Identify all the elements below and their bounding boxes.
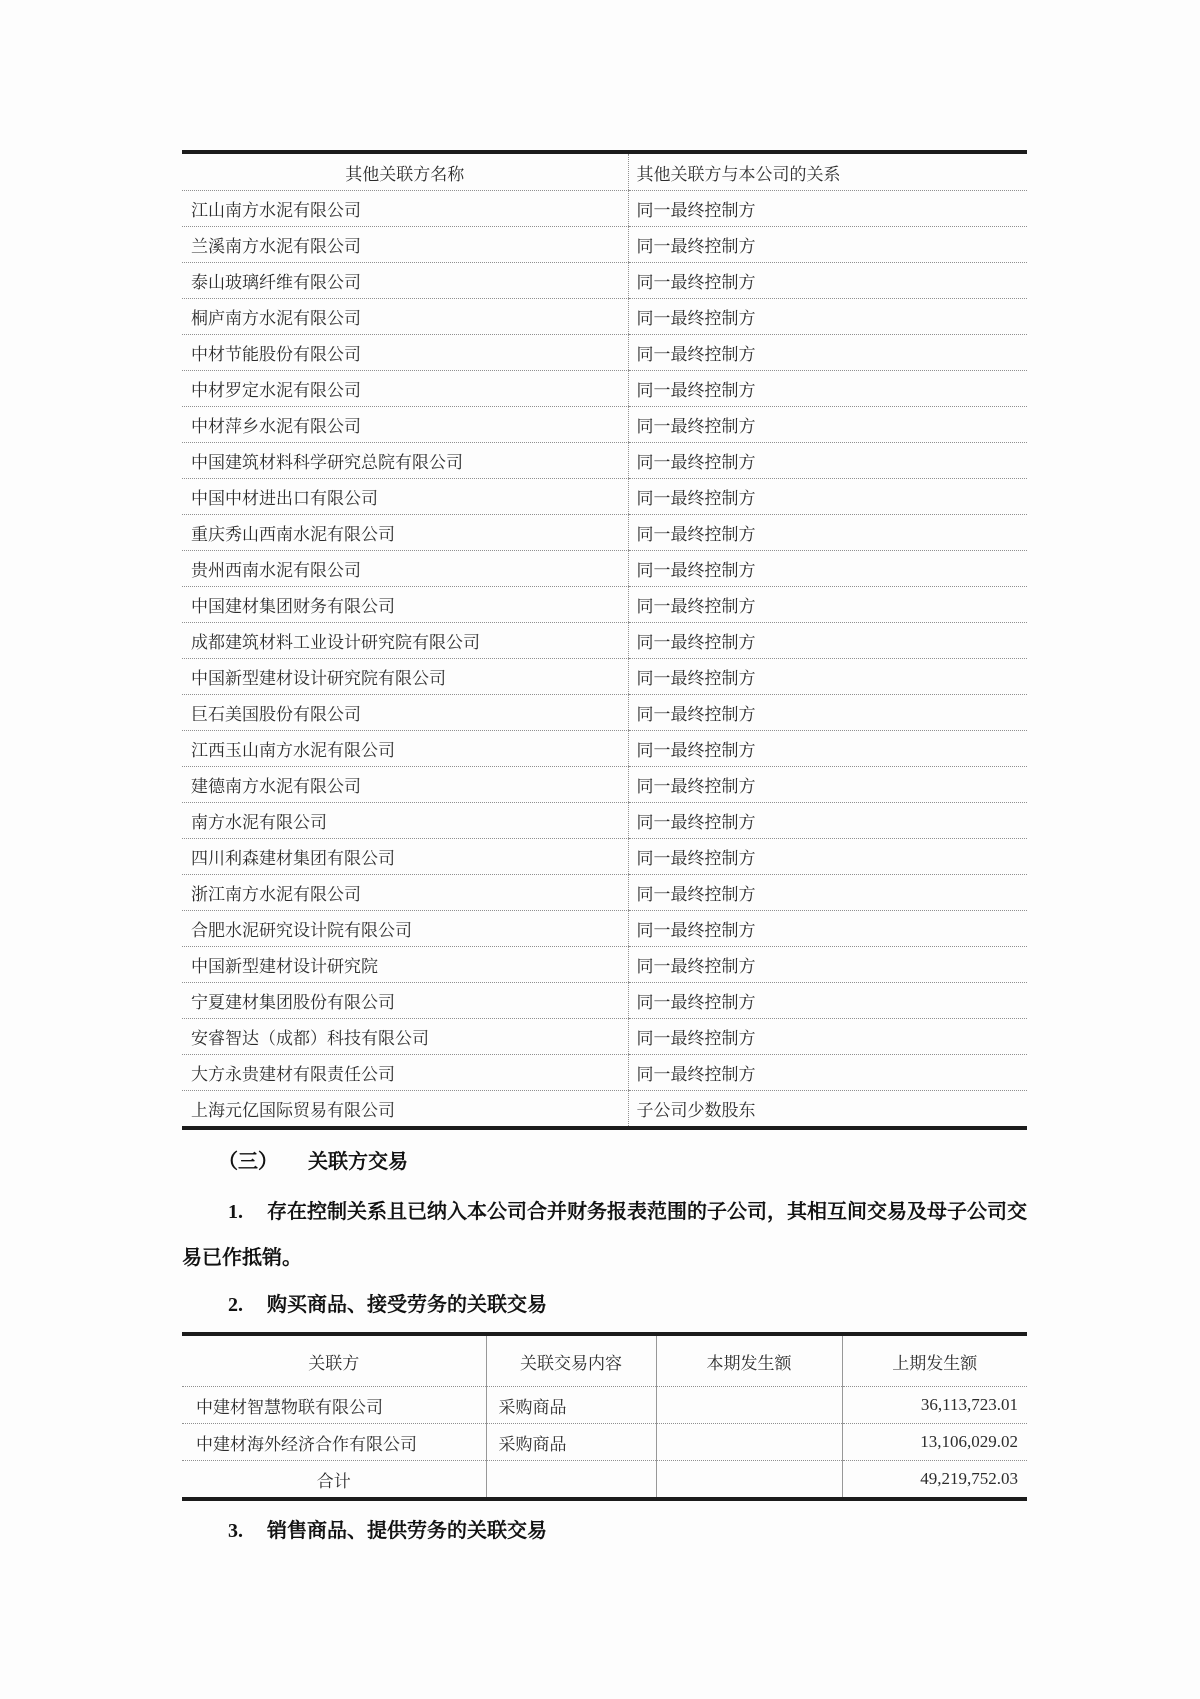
related-party-name: 成都建筑材料工业设计研究院有限公司 <box>182 623 628 659</box>
purchase-party: 中建材海外经济合作有限公司 <box>182 1424 486 1461</box>
related-party-name: 宁夏建材集团股份有限公司 <box>182 983 628 1019</box>
related-party-name: 大方永贵建材有限责任公司 <box>182 1055 628 1091</box>
table-header-row <box>182 152 1027 191</box>
related-party-name: 南方水泥有限公司 <box>182 803 628 839</box>
table-row <box>182 191 1027 227</box>
related-party-relation: 同一最终控制方 <box>628 479 1027 515</box>
table-row <box>182 947 1027 983</box>
purchase-content: 采购商品 <box>486 1387 656 1424</box>
related-party-relation: 子公司少数股东 <box>628 1091 1027 1129</box>
table-row <box>182 263 1027 299</box>
related-party-relation: 同一最终控制方 <box>628 767 1027 803</box>
related-party-relation: 同一最终控制方 <box>628 947 1027 983</box>
column-header-related-party: 关联方 <box>182 1334 486 1387</box>
related-party-relation: 同一最终控制方 <box>628 443 1027 479</box>
purchases-table-body <box>182 1387 1027 1461</box>
table-row <box>182 1424 1027 1461</box>
column-header-transaction-content: 关联交易内容 <box>486 1334 656 1387</box>
related-party-relation: 同一最终控制方 <box>628 191 1027 227</box>
note3-heading <box>182 1516 1027 1546</box>
related-party-relation: 同一最终控制方 <box>628 875 1027 911</box>
related-party-relation: 同一最终控制方 <box>628 371 1027 407</box>
table-row <box>182 1055 1027 1091</box>
related-party-relation: 同一最终控制方 <box>628 911 1027 947</box>
table-row <box>182 335 1027 371</box>
note2-number: 2. <box>228 1294 243 1316</box>
related-party-name: 中材萍乡水泥有限公司 <box>182 407 628 443</box>
related-party-relation: 同一最终控制方 <box>628 335 1027 371</box>
related-party-name: 中材节能股份有限公司 <box>182 335 628 371</box>
table-row <box>182 479 1027 515</box>
note2-title: 购买商品、接受劳务的关联交易 <box>267 1294 547 1316</box>
related-parties-table-head <box>182 152 1027 191</box>
related-party-name: 重庆秀山西南水泥有限公司 <box>182 515 628 551</box>
note1-paragraph <box>182 1189 1027 1281</box>
total-current-amount <box>656 1461 842 1500</box>
related-party-name: 巨石美国股份有限公司 <box>182 695 628 731</box>
purchase-current-amount <box>656 1424 842 1461</box>
purchase-current-amount <box>656 1387 842 1424</box>
related-party-relation: 同一最终控制方 <box>628 983 1027 1019</box>
related-party-relation: 同一最终控制方 <box>628 839 1027 875</box>
column-header-relation: 其他关联方与本公司的关系 <box>628 152 1027 191</box>
purchase-prior-amount: 36,113,723.01 <box>842 1387 1027 1424</box>
related-party-name: 建德南方水泥有限公司 <box>182 767 628 803</box>
table-row <box>182 911 1027 947</box>
related-party-relation: 同一最终控制方 <box>628 587 1027 623</box>
table-row <box>182 1387 1027 1424</box>
table-row <box>182 803 1027 839</box>
purchase-content: 采购商品 <box>486 1424 656 1461</box>
note1-text: 存在控制关系且已纳入本公司合并财务报表范围的子公司，其相互间交易及母子公司交易已作抵销。 <box>182 1201 1027 1269</box>
related-party-name: 江西玉山南方水泥有限公司 <box>182 731 628 767</box>
related-party-name: 中国建筑材料科学研究总院有限公司 <box>182 443 628 479</box>
related-party-name: 桐庐南方水泥有限公司 <box>182 299 628 335</box>
total-row <box>182 1461 1027 1500</box>
note3-number: 3. <box>228 1520 243 1542</box>
section-heading <box>182 1147 1027 1177</box>
table-row <box>182 515 1027 551</box>
related-party-name: 中国新型建材设计研究院有限公司 <box>182 659 628 695</box>
section-number: （三） <box>218 1151 278 1173</box>
purchases-table <box>182 1332 1027 1501</box>
note3-title: 销售商品、提供劳务的关联交易 <box>267 1520 547 1542</box>
table-row <box>182 1019 1027 1055</box>
table-header-row <box>182 1334 1027 1387</box>
related-party-name: 四川利森建材集团有限公司 <box>182 839 628 875</box>
note1-number: 1. <box>228 1201 243 1223</box>
related-parties-table-body <box>182 191 1027 1129</box>
related-party-relation: 同一最终控制方 <box>628 263 1027 299</box>
related-party-name: 泰山玻璃纤维有限公司 <box>182 263 628 299</box>
table-row <box>182 443 1027 479</box>
related-party-relation: 同一最终控制方 <box>628 695 1027 731</box>
related-party-relation: 同一最终控制方 <box>628 551 1027 587</box>
related-party-name: 贵州西南水泥有限公司 <box>182 551 628 587</box>
table-row <box>182 551 1027 587</box>
related-party-relation: 同一最终控制方 <box>628 803 1027 839</box>
purchases-table-foot <box>182 1461 1027 1500</box>
related-party-relation: 同一最终控制方 <box>628 227 1027 263</box>
related-party-relation: 同一最终控制方 <box>628 299 1027 335</box>
total-label: 合计 <box>182 1461 486 1500</box>
related-party-name: 上海元亿国际贸易有限公司 <box>182 1091 628 1129</box>
table-row <box>182 371 1027 407</box>
related-party-relation: 同一最终控制方 <box>628 731 1027 767</box>
table-row <box>182 407 1027 443</box>
related-party-relation: 同一最终控制方 <box>628 1019 1027 1055</box>
related-party-name: 中国中材进出口有限公司 <box>182 479 628 515</box>
section-title: 关联方交易 <box>308 1151 408 1173</box>
table-row <box>182 731 1027 767</box>
note2-heading <box>182 1290 1027 1320</box>
table-row <box>182 695 1027 731</box>
related-party-name: 合肥水泥研究设计院有限公司 <box>182 911 628 947</box>
table-row <box>182 839 1027 875</box>
column-header-party-name: 其他关联方名称 <box>182 152 628 191</box>
table-row <box>182 875 1027 911</box>
table-row <box>182 1091 1027 1129</box>
purchase-party: 中建材智慧物联有限公司 <box>182 1387 486 1424</box>
related-party-relation: 同一最终控制方 <box>628 1055 1027 1091</box>
related-party-name: 安睿智达（成都）科技有限公司 <box>182 1019 628 1055</box>
column-header-current-amount: 本期发生额 <box>656 1334 842 1387</box>
table-row <box>182 983 1027 1019</box>
table-row <box>182 659 1027 695</box>
related-party-name: 中材罗定水泥有限公司 <box>182 371 628 407</box>
related-party-name: 浙江南方水泥有限公司 <box>182 875 628 911</box>
table-row <box>182 299 1027 335</box>
table-row <box>182 623 1027 659</box>
related-party-relation: 同一最终控制方 <box>628 407 1027 443</box>
column-header-prior-amount: 上期发生额 <box>842 1334 1027 1387</box>
total-content <box>486 1461 656 1500</box>
table-row <box>182 227 1027 263</box>
purchase-prior-amount: 13,106,029.02 <box>842 1424 1027 1461</box>
related-party-name: 中国建材集团财务有限公司 <box>182 587 628 623</box>
total-prior-amount: 49,219,752.03 <box>842 1461 1027 1500</box>
purchases-table-head <box>182 1334 1027 1387</box>
table-row <box>182 767 1027 803</box>
related-party-name: 中国新型建材设计研究院 <box>182 947 628 983</box>
table-row <box>182 587 1027 623</box>
related-party-name: 兰溪南方水泥有限公司 <box>182 227 628 263</box>
related-party-name: 江山南方水泥有限公司 <box>182 191 628 227</box>
related-parties-table <box>182 150 1027 1130</box>
related-party-relation: 同一最终控制方 <box>628 659 1027 695</box>
related-party-relation: 同一最终控制方 <box>628 515 1027 551</box>
related-party-relation: 同一最终控制方 <box>628 623 1027 659</box>
